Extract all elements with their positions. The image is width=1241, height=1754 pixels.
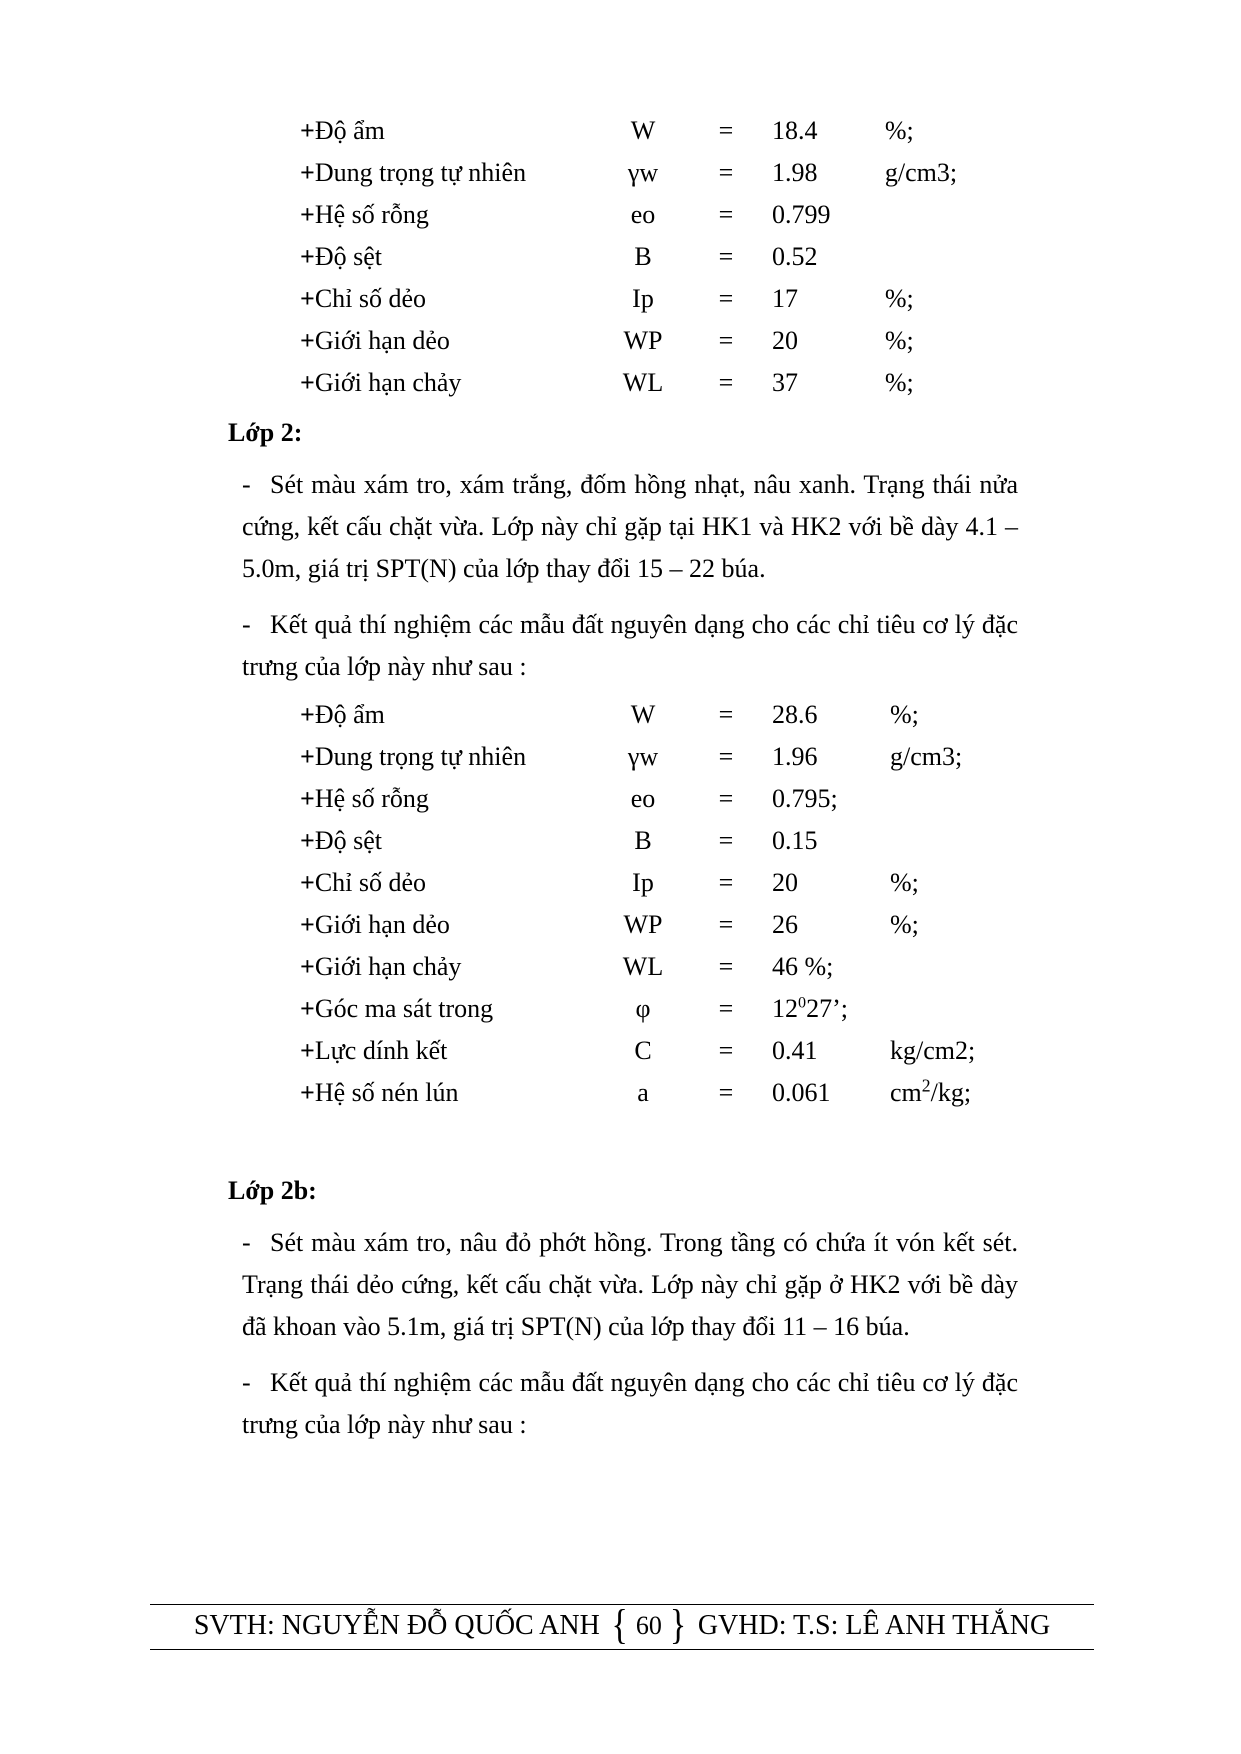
parameter-unit (890, 786, 1018, 828)
equals-sign: = (718, 242, 734, 271)
parameter-value: 20 (772, 326, 798, 355)
parameter-value: 18.4 (772, 116, 818, 145)
equals-sign: = (718, 284, 734, 313)
spacer (228, 1122, 1018, 1178)
equals-sign: = (718, 826, 734, 855)
paragraph-text: Kết quả thí nghiệm các mẫu đất nguyên dạng cho các chỉ tiêu cơ lý đặc trưng của lớp này như sau : (242, 610, 1018, 681)
paragraph-lop2-test-results (228, 604, 1018, 688)
parameter-unit (885, 202, 1018, 244)
parameter-label: +Độ ẩm (300, 700, 385, 729)
parameter-unit: %; (884, 284, 914, 313)
parameter-label: +Lực dính kết (300, 1036, 448, 1065)
parameter-row (228, 702, 1018, 744)
parameter-label: +Chỉ số dẻo (300, 284, 427, 313)
parameter-label: +Chỉ số dẻo (300, 868, 427, 897)
parameter-unit: %; (884, 326, 914, 355)
heading-lop-2b: Lớp 2b: (228, 1176, 317, 1205)
bullet-dash: - (242, 1368, 251, 1397)
parameter-symbol: B (634, 826, 652, 855)
paragraph-lop2-description (228, 464, 1018, 590)
parameter-unit: g/cm3; (890, 742, 963, 771)
parameter-unit (890, 828, 1018, 870)
equals-sign: = (718, 1078, 734, 1107)
parameter-value: 0.795; (772, 784, 838, 813)
equals-sign: = (718, 742, 734, 771)
plus-sign-icon: + (300, 284, 315, 313)
parameter-value: 28.6 (772, 700, 818, 729)
parameter-symbol: WL (622, 368, 664, 397)
parameter-symbol: WP (623, 910, 663, 939)
parameter-symbol: a (637, 1078, 649, 1107)
equals-sign: = (718, 326, 734, 355)
footer-student-name: SVTH: NGUYỄN ĐỖ QUỐC ANH (193, 1610, 600, 1642)
parameter-label: +Dung trọng tự nhiên (300, 158, 527, 187)
equals-sign: = (718, 700, 734, 729)
equals-sign: = (718, 910, 734, 939)
parameter-symbol: γw (627, 742, 659, 771)
parameter-row (228, 828, 1018, 870)
parameter-value: 37 (772, 368, 798, 397)
bullet-dash: - (242, 470, 251, 499)
page-number: 60 (635, 1611, 662, 1641)
parameter-value: 0.41 (772, 1036, 818, 1065)
bullet-dash: - (242, 610, 251, 639)
parameter-label: +Hệ số nén lún (300, 1078, 459, 1107)
parameter-row (228, 1038, 1018, 1080)
parameter-symbol: WP (623, 326, 663, 355)
paragraph-text: Sét màu xám tro, xám trắng, đốm hồng nhạt, nâu xanh. Trạng thái nửa cứng, kết cấu chặt vừa. Lớp này chỉ gặp tại HK1 và HK2 với bề dày 4.1 – 5.0m, giá trị SPT(N) của lớp thay đổi 15 – 22 búa. (242, 470, 1018, 583)
paragraph-text: Sét màu xám tro, nâu đỏ phớt hồng. Trong tầng có chứa ít vón kết sét. Trạng thái dẻo cứng, kết cấu chặt vừa. Lớp này chỉ gặp ở HK2 với bề dày đã khoan vào 5.1m, giá trị SPT(N) của lớp thay đổi 11 – 16 búa. (242, 1228, 1018, 1341)
parameter-value: 0.15 (772, 826, 818, 855)
parameter-row (228, 202, 1018, 244)
parameter-label: +Độ sệt (300, 826, 382, 855)
bullet-dash: - (242, 1228, 251, 1257)
parameter-unit: %; (890, 700, 919, 729)
parameter-symbol: W (630, 700, 656, 729)
parameter-label: +Góc ma sát trong (300, 994, 494, 1023)
equals-sign: = (718, 868, 734, 897)
plus-sign-icon: + (300, 200, 315, 229)
equals-sign: = (718, 368, 734, 397)
parameter-unit: kg/cm2; (890, 1036, 976, 1065)
parameter-value: 46 %; (772, 952, 834, 981)
plus-sign-icon: + (300, 910, 315, 939)
parameter-value: 20 (772, 868, 798, 897)
parameter-symbol: eo (630, 784, 656, 813)
plus-sign-icon: + (300, 994, 315, 1023)
plus-sign-icon: + (300, 742, 315, 771)
soil-parameter-table-1 (228, 118, 1018, 412)
parameter-symbol: B (634, 242, 652, 271)
equals-sign: = (718, 952, 734, 981)
equals-sign: = (718, 200, 734, 229)
plus-sign-icon: + (300, 116, 315, 145)
plus-sign-icon: + (300, 242, 315, 271)
parameter-label: +Giới hạn dẻo (300, 910, 450, 939)
parameter-row (228, 328, 1018, 370)
spacer (228, 412, 1018, 420)
parameter-label: +Dung trọng tự nhiên (300, 742, 527, 771)
footer-divider-bottom (150, 1649, 1094, 1650)
spacer (228, 446, 1018, 464)
parameter-unit: %; (884, 368, 914, 397)
parameter-row (228, 954, 1018, 996)
parameter-symbol: WL (622, 952, 664, 981)
plus-sign-icon: + (300, 368, 315, 397)
parameter-symbol: Ip (632, 284, 654, 313)
parameter-unit: g/cm3; (884, 158, 958, 187)
equals-sign: = (718, 1036, 734, 1065)
spacer (228, 1204, 1018, 1222)
footer-supervisor-name: GVHD: T.S: LÊ ANH THẮNG (697, 1610, 1051, 1642)
parameter-row (228, 118, 1018, 160)
parameter-label: +Giới hạn dẻo (300, 326, 450, 355)
parameter-label: +Hệ số rỗng (300, 200, 429, 229)
equals-sign: = (718, 994, 734, 1023)
parameter-value: $12^027$’; (772, 994, 848, 1023)
plus-sign-icon: + (300, 868, 315, 897)
page-footer (150, 1604, 1094, 1650)
plus-sign-icon: + (300, 784, 315, 813)
plus-sign-icon: + (300, 700, 315, 729)
parameter-label: +Giới hạn chảy (300, 952, 462, 981)
parameter-unit: %; (890, 910, 919, 939)
equals-sign: = (718, 158, 734, 187)
parameter-symbol: γw (627, 158, 659, 187)
plus-sign-icon: + (300, 158, 315, 187)
parameter-label: +Giới hạn chảy (300, 368, 462, 397)
footer-row (150, 1602, 1094, 1649)
soil-parameter-table-2 (228, 702, 1018, 1122)
parameter-row (228, 996, 1018, 1038)
parameter-unit (890, 996, 1018, 1038)
plus-sign-icon: + (300, 826, 315, 855)
parameter-value: 1.98 (772, 158, 818, 187)
paragraph-lop2b-description (228, 1222, 1018, 1348)
table2-body (228, 702, 1018, 1122)
plus-sign-icon: + (300, 952, 315, 981)
parameter-value: 1.96 (772, 742, 818, 771)
parameter-unit (890, 954, 1018, 996)
parameter-symbol: C (634, 1036, 652, 1065)
parameter-row (228, 160, 1018, 202)
parameter-label: +Độ sệt (300, 242, 382, 271)
parameter-value: 0.52 (772, 242, 818, 271)
brace-right-icon: } (669, 1602, 687, 1649)
parameter-row (228, 870, 1018, 912)
plus-sign-icon: + (300, 326, 315, 355)
table1-body (228, 118, 1018, 412)
paragraph-lop2b-test-results (228, 1362, 1018, 1446)
parameter-value: 0.061 (772, 1078, 831, 1107)
parameter-value: 17 (772, 284, 798, 313)
parameter-symbol: φ (635, 994, 651, 1023)
parameter-row (228, 1080, 1018, 1122)
parameter-row (228, 786, 1018, 828)
plus-sign-icon: + (300, 1078, 315, 1107)
parameter-symbol: W (630, 116, 656, 145)
parameter-value: 0.799 (772, 200, 831, 229)
parameter-row (228, 912, 1018, 954)
parameter-row (228, 370, 1018, 412)
parameter-unit: %; (890, 868, 919, 897)
parameter-value: 26 (772, 910, 798, 939)
equals-sign: = (718, 784, 734, 813)
footer-page-number-group (606, 1602, 692, 1649)
equals-sign: = (718, 116, 734, 145)
plus-sign-icon: + (300, 1036, 315, 1065)
heading-lop-2: Lớp 2: (228, 418, 303, 447)
spacer (228, 590, 1018, 604)
parameter-unit: $cm^2/kg$; (890, 1075, 972, 1107)
page-content (228, 118, 1018, 1446)
parameter-row (228, 244, 1018, 286)
parameter-unit (885, 244, 1018, 286)
paragraph-text: Kết quả thí nghiệm các mẫu đất nguyên dạng cho các chỉ tiêu cơ lý đặc trưng của lớp này như sau : (242, 1368, 1018, 1439)
parameter-unit: %; (884, 116, 914, 145)
brace-left-icon: { (611, 1602, 628, 1649)
spacer (228, 1348, 1018, 1362)
parameter-row (228, 286, 1018, 328)
parameter-label: +Độ ẩm (300, 116, 385, 145)
parameter-row (228, 744, 1018, 786)
parameter-label: +Hệ số rỗng (300, 784, 429, 813)
parameter-symbol: eo (630, 200, 656, 229)
parameter-symbol: Ip (632, 868, 654, 897)
